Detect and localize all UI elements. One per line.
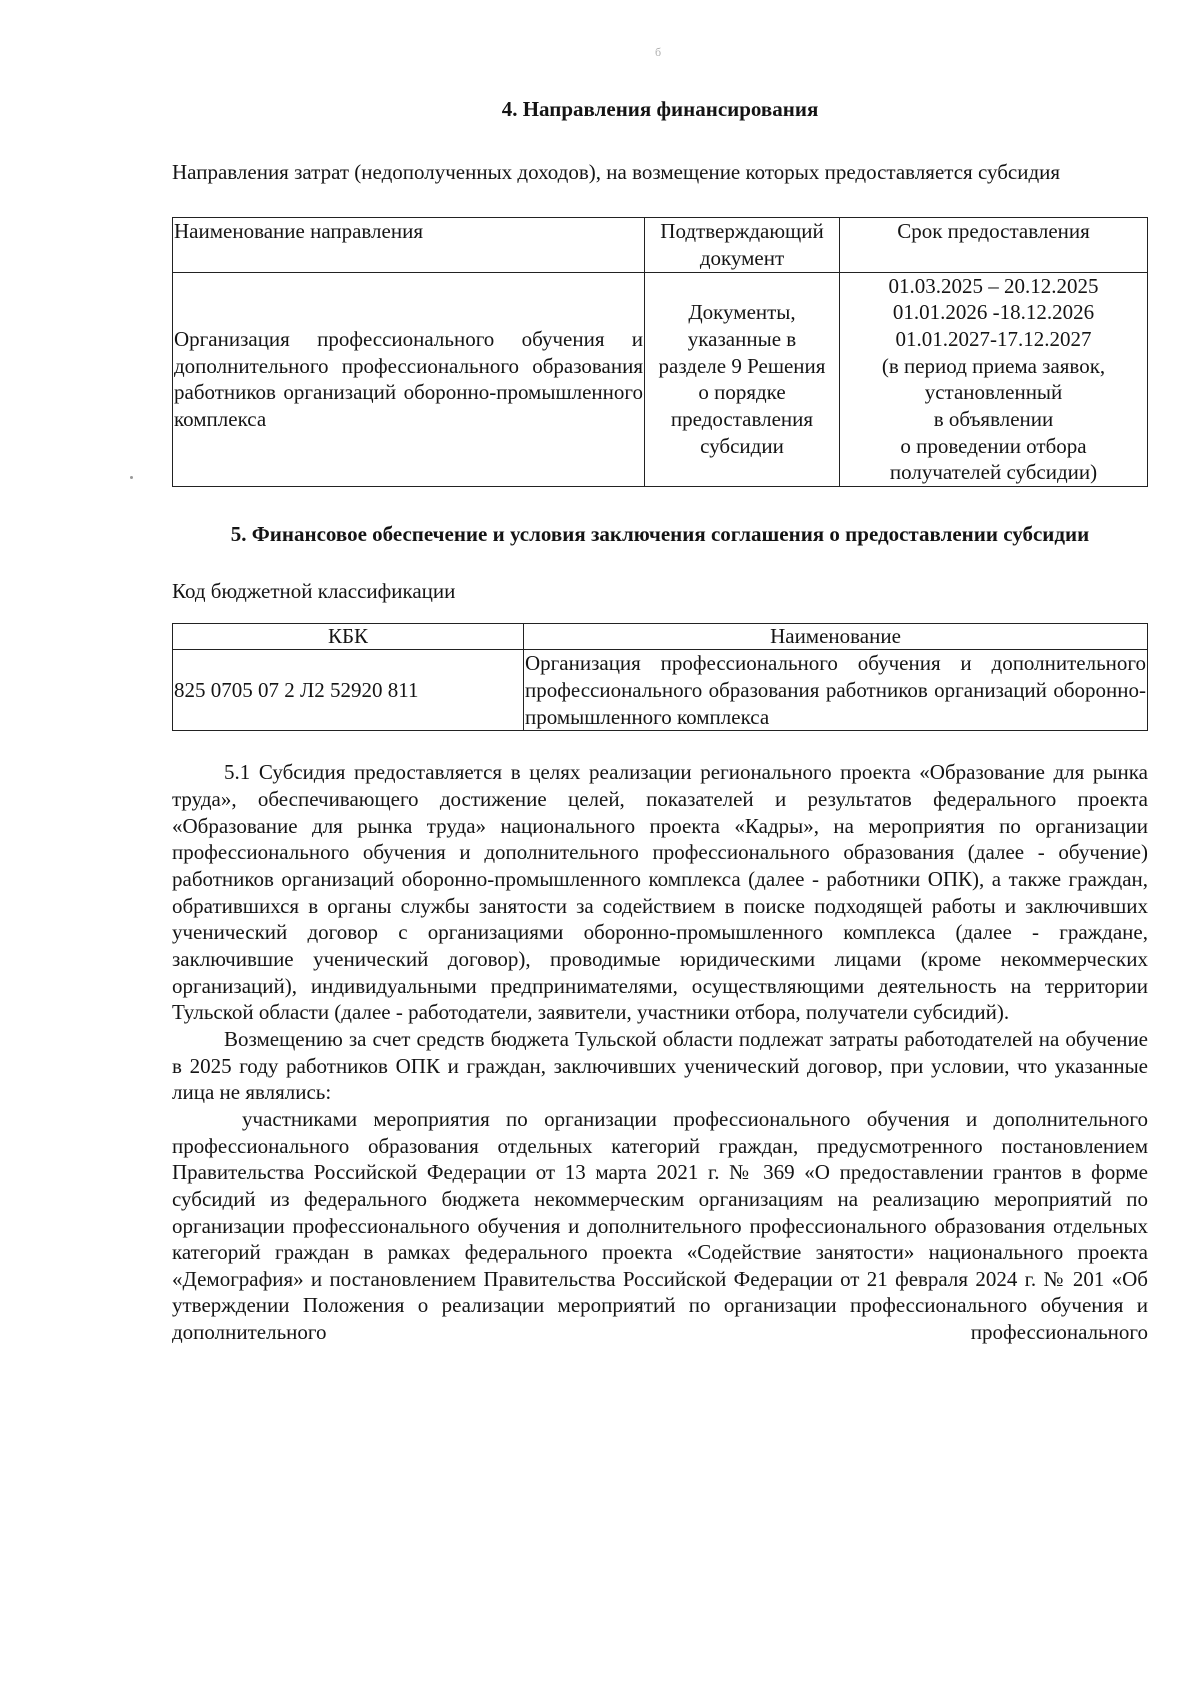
table-row bbox=[173, 650, 1148, 731]
table-header-row bbox=[173, 218, 1148, 272]
term-line: о проведении отбора bbox=[900, 433, 1087, 458]
header-document: Подтверждающий документ bbox=[645, 218, 840, 272]
section-4-heading: 4. Направления финансирования bbox=[501, 97, 819, 121]
header-title: Наименование bbox=[524, 624, 1148, 650]
document-line: указанные в bbox=[687, 326, 797, 351]
header-direction: Наименование направления bbox=[173, 218, 645, 272]
document-line: разделе 9 Решения bbox=[658, 353, 826, 378]
term-line: (в период приема заявок, bbox=[881, 353, 1106, 378]
term-line: 01.01.2027-17.12.2027 bbox=[895, 326, 1092, 351]
page-mark: б bbox=[655, 45, 662, 59]
term-line: 01.03.2025 – 20.12.2025 bbox=[888, 273, 1099, 298]
section-4-intro: Направления затрат (недополученных доходов), на возмещение которых предоставляется субсидия bbox=[172, 159, 1061, 184]
budget-classification-table bbox=[172, 623, 1148, 731]
header-term: Срок предоставления bbox=[840, 218, 1148, 272]
kbk-title-cell: Организация профессионального обучения и дополнительного профессионального образования работников организаций оборонно-промышленного комплекса bbox=[524, 650, 1148, 731]
document-line: предоставления bbox=[670, 406, 814, 431]
term-cell bbox=[840, 272, 1148, 486]
document-line: Документы, bbox=[688, 300, 796, 325]
term-line: 01.01.2026 -18.12.2026 bbox=[892, 300, 1095, 325]
term-line: установленный bbox=[924, 380, 1063, 405]
margin-dot bbox=[130, 476, 133, 479]
paragraph-participants: участниками мероприятия по организации профессионального обучения и дополнительного профессионального образования отдельных категорий граждан, предусмотренного постановлением Правительства Российской Федерации от 13 марта 2021 г. № 369 «О предоставлении грантов в форме субсидий из федерального бюджета некоммерческим организациям на реализацию мероприятий по организации профессионального обучения и дополнительного профессионального образования отдельных категорий граждан в рамках федерального проекта «Содействие занятости» национального проекта «Демография» и постановлением Правительства Российской Федерации от 21 февраля 2024 г. № 201 «Об утверждении Положения о реализации мероприятий по организации профессионального обучения и дополнительного профессионального bbox=[172, 1106, 1148, 1345]
kbk-label: Код бюджетной классификации bbox=[172, 578, 456, 603]
table-header-row bbox=[173, 624, 1148, 650]
funding-directions-table bbox=[172, 217, 1148, 487]
document-line: о порядке bbox=[698, 380, 786, 405]
document-line: субсидии bbox=[700, 433, 784, 458]
direction-cell: Организация профессионального обучения и дополнительного профессионального образования работников организаций оборонно-промышленного комплекса bbox=[173, 272, 645, 486]
section-5-heading: 5. Финансовое обеспечение и условия заключения соглашения о предоставлении субсидии bbox=[230, 521, 1090, 546]
document-body bbox=[172, 96, 1148, 1346]
header-kbk: КБК bbox=[173, 624, 524, 650]
term-line: в объявлении bbox=[933, 406, 1054, 431]
table-row bbox=[173, 272, 1148, 486]
paragraph-reimbursement: Возмещению за счет средств бюджета Тульской области подлежат затраты работодателей на обучение в 2025 году работников ОПК и граждан, заключивших ученический договор, при условии, что указанные лица не являлись: bbox=[172, 1026, 1148, 1105]
paragraph-5-1: 5.1 Субсидия предоставляется в целях реализации регионального проекта «Образование для рынка труда», обеспечивающего достижение целей, показателей и результатов федерального проекта «Образование для рынка труда» национального проекта «Кадры», на мероприятия по организации профессионального обучения и дополнительного профессионального образования (далее - обучение) работников организаций оборонно-промышленного комплекса (далее - работники ОПК), а также граждан, обратившихся в органы службы занятости за содействием в поиске подходящей работы и заключивших ученический договор с организациями оборонно-промышленного комплекса (далее - граждане, заключившие ученический договор), проводимые юридическими лицами (кроме некоммерческих организаций), индивидуальными предпринимателями, осуществляющими деятельность на территории Тульской области (далее - работодатели, заявители, участники отбора, получатели субсидий). bbox=[172, 760, 1148, 1025]
document-cell bbox=[645, 272, 840, 486]
term-line: получателей субсидии) bbox=[889, 460, 1098, 485]
section-5-text bbox=[172, 759, 1148, 1345]
kbk-code-cell: 825 0705 07 2 Л2 52920 811 bbox=[173, 650, 524, 731]
